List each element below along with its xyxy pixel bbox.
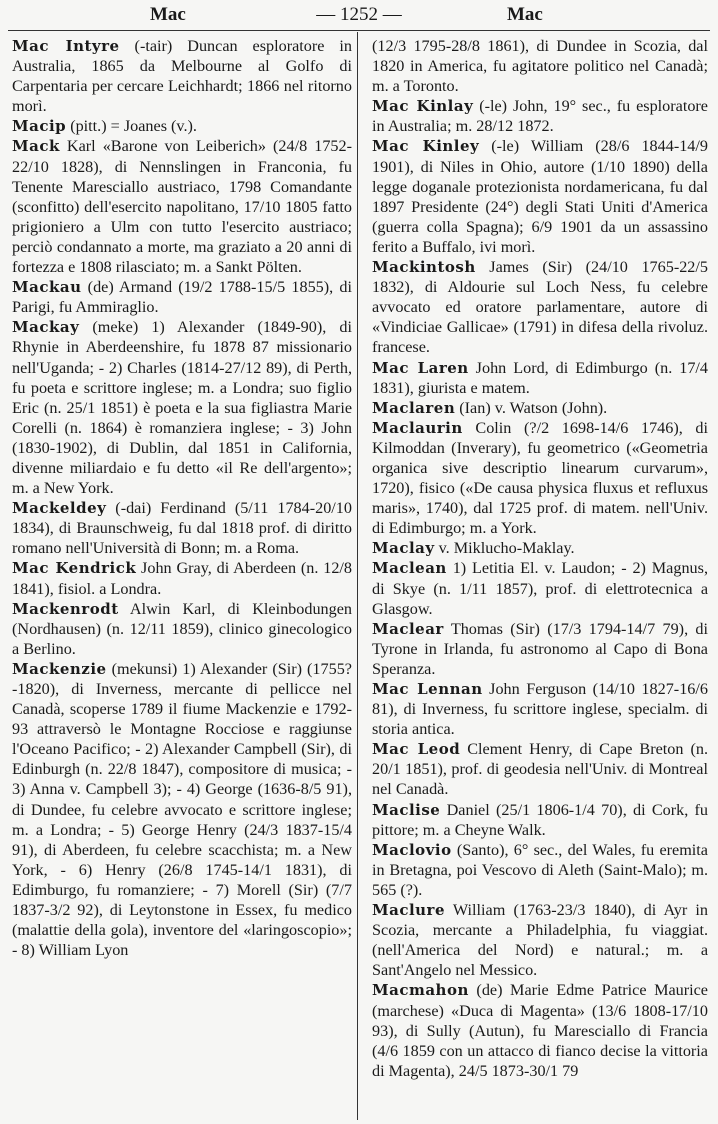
entry <box>12 277 352 317</box>
headword: Macmahon <box>372 981 469 1000</box>
entry-text: Clement Henry, di Cape Breton (n. 20/1 1851), prof. di geodesia nell'Univ. di Montreal nel Canadà. <box>372 740 709 799</box>
entry <box>372 36 708 96</box>
headword: Mackenrodt <box>12 599 119 618</box>
headword: Mac Lennan <box>372 680 483 698</box>
entry-text: Daniel (25/1 1806-1/4 70), di Cork, fu pittore; m. a Cheyne Walk. <box>372 800 708 839</box>
entry-text: (de) Armand (19/2 1788-15/5 1855), di Parigi, fu Ammiraglio. <box>12 278 352 317</box>
headword: Maclovio <box>372 840 452 859</box>
headword: Maclure <box>372 901 446 920</box>
entry <box>12 558 352 598</box>
entry-text: v. Miklucho-Maklay. <box>434 539 575 558</box>
entry-text: John Lord, di Edimburgo (n. 17/4 1831), giurista e matem. <box>372 358 709 397</box>
entry-text: (pitt.) = Joanes (v.). <box>66 117 197 136</box>
entry-text: (Santo), 6° sec., del Wales, fu eremita in Bretagna, poi Vescovo di Aleth (Saint-Malo); m. 565 (?). <box>372 840 708 899</box>
entry <box>372 96 708 136</box>
entry <box>372 398 708 418</box>
entry <box>372 418 708 539</box>
headword: Mac Kinlay <box>372 97 474 116</box>
entry-text: John Ferguson (14/10 1827-16/6 81), di Inverness, fu scrittore inglese, specialm. di storia antica. <box>372 680 708 739</box>
headword: Mackay <box>12 318 80 337</box>
headword: Mac Laren <box>372 358 469 377</box>
entry <box>372 900 708 980</box>
column-divider <box>357 32 358 1120</box>
entry-text: (12/3 1795-28/8 1861), di Dundee in Scozia, dal 1820 in America, fu agitatore politico nel Canadà; m. a Toronto. <box>372 37 708 96</box>
header-rule <box>8 30 710 31</box>
headword: Mac Kinley <box>372 137 480 156</box>
headword: Mackeldey <box>12 499 107 518</box>
entry-text: John Gray, di Aberdeen (n. 12/8 1841), fisiol. a Londra. <box>12 559 353 598</box>
entry-text: Alwin Karl, di Kleinbodungen (Nordhausen) (n. 12/11 1859), clinico ginecologico a Berlino. <box>12 599 352 658</box>
entry-text: (-tair) Duncan esploratore in Australia, 1865 da Melbourne al Golfo di Carpentaria per cercare Leichhardt; 1866 nel ritorno morì. <box>12 37 352 116</box>
entry-text: William (1763-23/3 1840), di Ayr in Scozia, mercante a Philadelphia, fu viaggiat. (nell'America del Nord) e natural.; m. a Sant'Angelo nel Messico. <box>372 901 708 980</box>
entry <box>372 619 708 679</box>
page-header <box>0 0 718 30</box>
headword: Mack <box>12 137 60 156</box>
headword: Mac Leod <box>372 740 461 759</box>
headword: Macip <box>12 117 67 136</box>
left-column <box>12 36 352 960</box>
headword: Maclear <box>372 619 444 638</box>
header-left-keyword: Mac <box>150 4 186 25</box>
entry <box>372 358 708 398</box>
entry <box>12 136 352 277</box>
entry <box>12 659 352 960</box>
entry-text: (meke) 1) Alexander (1849-90), di Rhynie in Aberdeenshire, fu 1878 87 missionario nell'Uganda; - 2) Charles (1814-27/12 89), di Perth, fu poeta e scrittore inglese; m. a Londra; suo figlio Eric (n. 25/1 1851) è poeta e la sua figliastra Marie Corelli (n. 1864) è romanziera inglese; - 3) John (1830-1902), di Dublin, dal 1851 in California, divenne miliardaio e fu detto «il Re dell'argento»; m. a New York. <box>12 318 352 498</box>
entry-text: 1) Letitia El. v. Laudon; - 2) Magnus, di Skye (n. 1/11 1857), prof. di elettrotecnica a Glasgow. <box>372 559 708 618</box>
entry-text: (Ian) v. Watson (John). <box>455 398 608 417</box>
headword: Maclaren <box>372 398 456 417</box>
entry <box>372 980 708 1080</box>
entry-text: James (Sir) (24/10 1765-22/5 1832), di Aldourie sul Loch Ness, fu celebre avvocato ed oratore parlamentare, autore di «Vindiciae Gallicae» (1791) in difesa della rivoluz. francese. <box>372 258 708 357</box>
entry <box>372 739 708 799</box>
entry <box>372 257 708 357</box>
right-column <box>372 36 708 1081</box>
headword: Maclaurin <box>372 418 463 437</box>
headword: Maclean <box>372 559 447 578</box>
headword: Mackenzie <box>12 659 107 678</box>
entry-text: (-le) John, 19° sec., fu esploratore in Australia; m. 28/12 1872. <box>372 97 708 136</box>
entry <box>12 498 352 558</box>
entry <box>12 36 352 116</box>
entry <box>12 599 352 659</box>
entry-text: (mekunsi) 1) Alexander (Sir) (1755?-1820), di Inverness, mercante di pellicce nel Canadà, scoperse 1789 il fiume Mackenzie e 1792-93 attraversò le Montagne Rocciose e raggiunse l'Oceano Pacifico; - 2) Alexander Campbell (Sir), di Edinburgh (n. 22/8 1847), compositore di musica; - 3) Anna v. Campbell 3); - 4) George (1636-8/5 91), di Dundee, fu celebre avvocato e scrittore inglese; m. a Londra; - 5) George Henry (24/3 1837-15/4 91), di Aberdeen, fu celebre scacchista; m. a New York, - 6) Henry (26/8 1745-14/1 1831), di Edimburgo, fu romanziere; - 7) Morell (Sir) (7/7 1837-3/2 92), di Leytonstone in Essex, fu medico (malattie della gola), inventore del «laringoscopio»; - 8) William Lyon <box>12 659 352 960</box>
headword: Mac Kendrick <box>12 559 137 578</box>
entry <box>12 116 352 136</box>
entry-text: Thomas (Sir) (17/3 1794-14/7 79), di Tyrone in Irlanda, fu astronomo al Capo di Bona Speranza. <box>372 619 708 678</box>
entry <box>372 558 708 618</box>
header-right-keyword: Mac <box>507 4 543 25</box>
entry <box>372 136 708 257</box>
headword: Mackau <box>12 278 82 297</box>
headword: Mackintosh <box>372 258 476 277</box>
entry <box>372 840 708 900</box>
entry-text: (-le) William (28/6 1844-14/9 1901), di Niles in Ohio, autore (1/10 1890) della legge doganale protezionista nordamericana, fu dal 1897 Presidente (24°) degli Stati Uniti d'America (guerra colla Spagna); 6/9 1901 da un assassino ferito a Buffalo, ivi morì. <box>372 137 708 256</box>
headword: Maclay <box>372 539 435 558</box>
entry <box>372 538 708 558</box>
entry <box>372 679 708 739</box>
entry-text: Karl «Barone von Leiberich» (24/8 1752-22/10 1828), di Nennslingen in Franconia, fu Tenente Maresciallo austriaco, 1798 Comandante (sconfitto) dell'esercito napolitano, 17/10 1805 fatto prigioniero a Ulm con tutto l'esercito austriaco; perciò condannato a morte, ma graziato a 20 anni di fortezza e 1808 rilasciato; m. a Sankt Pölten. <box>12 137 352 277</box>
entry-text: (-dai) Ferdinand (5/11 1784-20/10 1834), di Braunschweig, fu dal 1818 prof. di diritto romano nell'Università di Bonn; m. a Roma. <box>12 499 352 558</box>
entry <box>12 317 352 498</box>
entry-text: Colin (?/2 1698-14/6 1746), di Kilmoddan (Inverary), fu geometrico («Geometria organica sive descriptio linearum curvarum», 1720), fisico («De causa physica fluxus et refluxus maris», 1740), dal 1725 prof. di matem. nell'Univ. di Edimburgo; m. a York. <box>372 418 708 538</box>
headword: Maclise <box>372 800 441 819</box>
entry-text: (de) Marie Edme Patrice Maurice (marchese) «Duca di Magenta» (13/6 1808-17/10 93), di Sully (Autun), fu Maresciallo di Francia (4/6 1859 con un attacco di fianco decise la vittoria di Magenta), 24/5 1873-30/1 79 <box>372 981 708 1080</box>
entry <box>372 800 708 840</box>
headword: Mac Intyre <box>12 37 120 55</box>
page-number: — 1252 — <box>316 4 402 25</box>
